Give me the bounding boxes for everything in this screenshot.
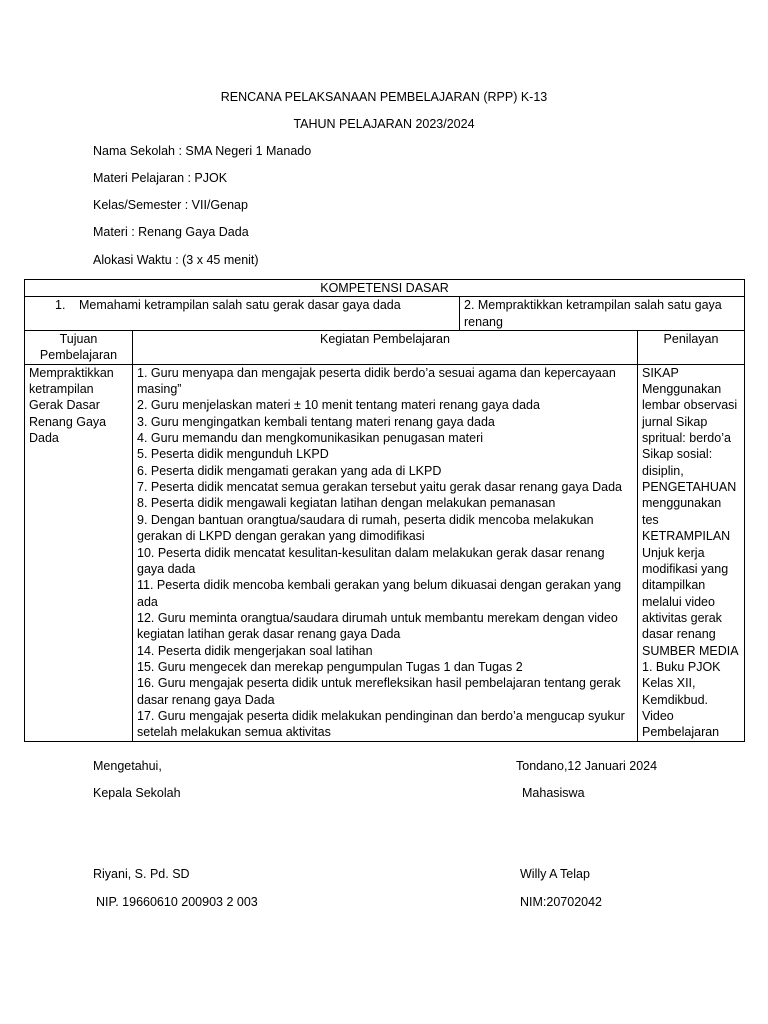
activity-item: 9. Dengan bantuan orangtua/saudara di rumah, peserta didik mencoba melakukan gerakan di LKPD dengan gerakan yang dimodifikasi	[137, 512, 594, 544]
activity-item: 3. Guru mengingatkan kembali tentang materi renang gaya dada	[137, 414, 495, 429]
activity-item: 2. Guru menjelaskan materi ± 10 menit tentang materi renang gaya dada	[137, 398, 540, 413]
kd-item-2: 2. Mempraktikkan ketrampilan salah satu gaya renang	[460, 297, 745, 331]
principal-nip: NIP. 19660610 200903 2 003	[96, 895, 258, 909]
activity-item: 5. Peserta didik mengunduh LKPD	[137, 447, 329, 462]
activity-item: 7. Peserta didik mencatat semua gerakan tersebut yaitu gerak dasar renang gaya Dada	[137, 480, 623, 495]
activity-item: 8. Peserta didik mengawali kegiatan latihan dengan melakukan pemanasan	[137, 496, 556, 511]
col-header-tujuan: Tujuan Pembelajaran	[25, 331, 133, 365]
activity-item: 16. Guru mengajak peserta didik untuk merefleksikan hasil pembelajaran tentang gerak dasar renang gaya Dada	[137, 676, 621, 707]
activity-item: 12. Guru meminta orangtua/saudara dirumah untuk membantu merekam dengan video kegiatan latihan gerak dasar renang gaya Dada	[137, 610, 618, 642]
activity-item: 10. Peserta didik mencatat kesulitan-kesulitan dalam melakukan gerak dasar renang gaya dada	[137, 545, 605, 576]
place-date: Tondano,12 Januari 2024	[516, 759, 658, 773]
time-allocation: Alokasi Waktu : (3 x 45 menit)	[93, 253, 259, 267]
principal-name: Riyani, S. Pd. SD	[93, 867, 190, 881]
kegiatan-cell	[133, 364, 638, 741]
kd-item-1-text: Memahami ketrampilan salah satu gerak dasar gaya dada	[79, 298, 401, 313]
school-name: Nama Sekolah : SMA Negeri 1 Manado	[93, 144, 312, 158]
kd-header: KOMPETENSI DASAR	[25, 280, 745, 297]
lesson-plan-table	[24, 279, 745, 742]
subject-name: Materi Pelajaran : PJOK	[93, 171, 228, 185]
document-title: RENCANA PELAKSANAAN PEMBELAJARAN (RPP) K-13	[220, 90, 548, 104]
activity-item: 17. Guru mengajak peserta didik melakukan pendinginan dan berdo’a mengucap syukur setelah melakukan semua aktivitas	[137, 708, 625, 740]
student-nim: NIM:20702042	[520, 895, 603, 909]
student-name: Willy A Telap	[520, 867, 590, 881]
penilaian-cell: SIKAP Menggunakan lembar observasi jurnal Sikap spritual: berdo’a Sikap sosial: disiplin, PENGETAHUAN menggunakan tes KETRAMPILAN Unjuk kerja modifikasi yang ditampilkan melalui video aktivitas gerak dasar renang SUMBER MEDIA 1. Buku PJOK Kelas XII, Kemdikbud. Video Pembelajaran	[638, 364, 745, 741]
material-topic: Materi : Renang Gaya Dada	[93, 225, 249, 239]
activity-item: 14. Peserta didik mengerjakan soal latihan	[137, 643, 373, 658]
academic-year: TAHUN PELAJARAN 2023/2024	[293, 117, 475, 131]
activity-item: 6. Peserta didik mengamati gerakan yang ada di LKPD	[137, 463, 442, 478]
activity-item: 1. Guru menyapa dan mengajak peserta didik berdo’a sesuai agama dan kepercayaan masing”	[137, 365, 616, 397]
activity-item: 4. Guru memandu dan mengkomunikasikan penugasan materi	[137, 431, 484, 446]
tujuan-cell: Mempraktikkan ketrampilan Gerak Dasar Renang Gaya Dada	[25, 364, 133, 741]
activity-item: 11. Peserta didik mencoba kembali gerakan yang belum dikuasai dengan gerakan yang ada	[137, 578, 622, 609]
kd-item-1	[25, 297, 460, 331]
col-header-kegiatan: Kegiatan Pembelajaran	[133, 331, 638, 365]
activity-list	[137, 365, 633, 741]
activity-item: 15. Guru mengecek dan merekap pengumpulan Tugas 1 dan Tugas 2	[137, 659, 523, 674]
student-role: Mahasiswa	[522, 786, 585, 800]
col-header-penilaian: Penilayan	[638, 331, 745, 365]
kd-item-1-number: 1.	[55, 298, 66, 313]
acknowledged-label: Mengetahui,	[93, 759, 162, 773]
principal-role: Kepala Sekolah	[93, 786, 181, 800]
class-semester: Kelas/Semester : VII/Genap	[93, 198, 248, 212]
